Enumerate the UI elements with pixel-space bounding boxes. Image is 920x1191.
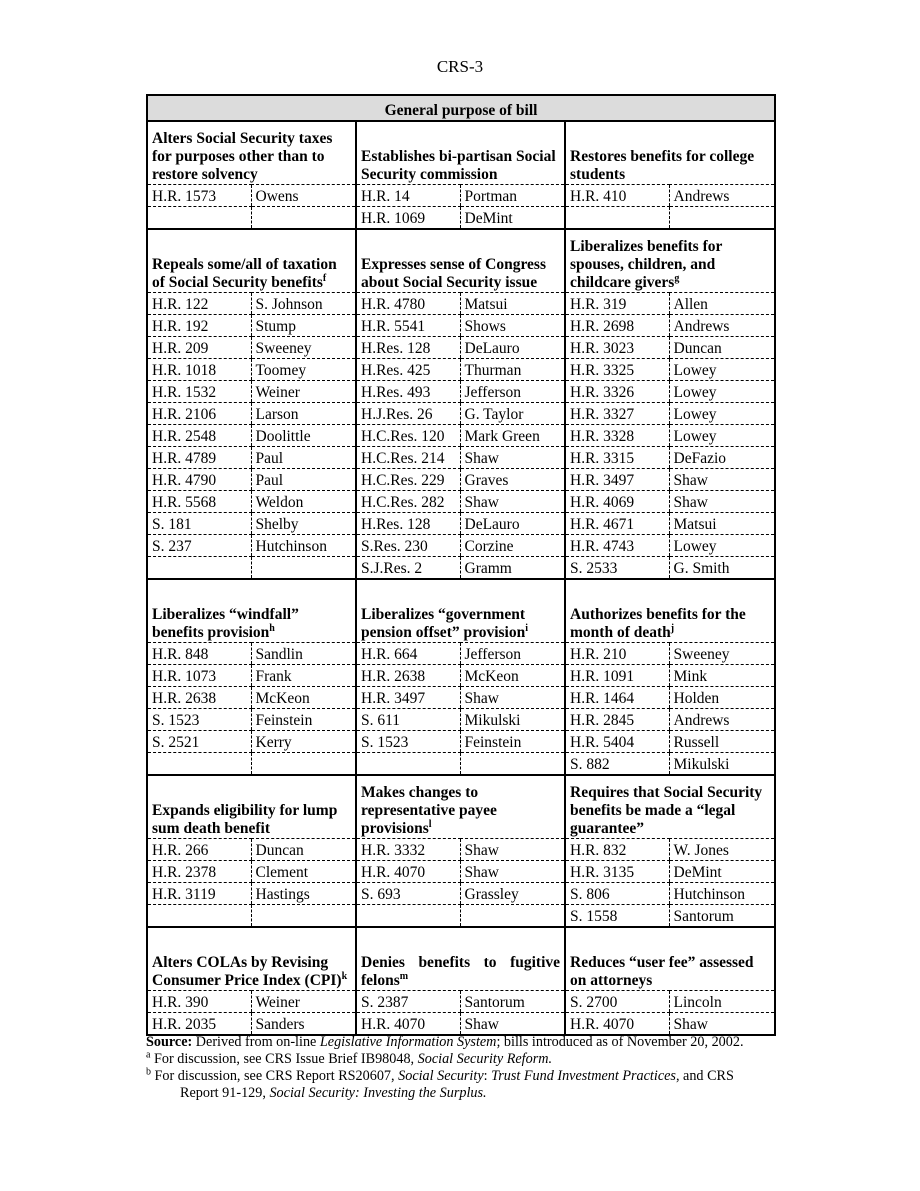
bill-number: H.C.Res. 282 [356, 491, 460, 513]
table-row [147, 709, 775, 731]
sponsor: Mark Green [460, 425, 565, 447]
sponsor: Frank [251, 665, 356, 687]
sponsor: W. Jones [669, 839, 775, 861]
bill-number: H.R. 3325 [565, 359, 669, 381]
bill-number: H.R. 1069 [356, 207, 460, 230]
sponsor [460, 905, 565, 928]
footnote-mark: b [146, 1066, 151, 1078]
footnote-text: Social Security [398, 1068, 484, 1084]
category-heading [356, 229, 565, 293]
sponsor: Shaw [669, 491, 775, 513]
bill-number: S. 1523 [147, 709, 251, 731]
table-title: General purpose of bill [147, 95, 775, 121]
bill-number: H.R. 4070 [356, 861, 460, 883]
sponsor: G. Smith [669, 557, 775, 580]
table-row [147, 185, 775, 207]
category-title: Reduces “user fee” assessed on attorneys [570, 954, 754, 989]
source-note [146, 1034, 776, 1051]
sponsor: Kerry [251, 731, 356, 753]
category-title: Alters COLAs by Revising Consumer Price Index (CPI) [152, 954, 342, 989]
bill-number [147, 207, 251, 230]
table-row [147, 557, 775, 580]
sponsor: Corzine [460, 535, 565, 557]
sponsor: Jefferson [460, 643, 565, 665]
category-heading [356, 121, 565, 185]
bill-number: H.R. 14 [356, 185, 460, 207]
bill-number: H.R. 4671 [565, 513, 669, 535]
sponsor: Graves [460, 469, 565, 491]
table-row [147, 337, 775, 359]
category-title: Expresses sense of Congress about Social Security issue [361, 256, 547, 291]
source-text-after: ; bills introduced as of November 20, 2002. [496, 1034, 744, 1050]
group-header-row [147, 579, 775, 643]
bill-number: S.Res. 230 [356, 535, 460, 557]
sponsor: S. Johnson [251, 293, 356, 315]
category-heading [356, 775, 565, 839]
bill-number: H.R. 2638 [356, 665, 460, 687]
sponsor: Shaw [669, 469, 775, 491]
bill-number: H.R. 5404 [565, 731, 669, 753]
sponsor: Lowey [669, 425, 775, 447]
table-row [147, 447, 775, 469]
bill-number: S. 806 [565, 883, 669, 905]
source-label: Source: [146, 1034, 193, 1050]
bill-number: H.R. 5541 [356, 315, 460, 337]
bill-number: H.R. 1532 [147, 381, 251, 403]
table-row [147, 861, 775, 883]
sponsor: Matsui [669, 513, 775, 535]
footnote-marker: m [399, 970, 409, 982]
sponsor [251, 207, 356, 230]
sponsor: Mikulski [669, 753, 775, 776]
sponsor: Doolittle [251, 425, 356, 447]
bill-number: H.R. 3315 [565, 447, 669, 469]
bill-number: H.R. 2698 [565, 315, 669, 337]
table-row [147, 293, 775, 315]
sponsor: Mink [669, 665, 775, 687]
sponsor [460, 753, 565, 776]
category-heading [147, 927, 356, 991]
footnote-text: Social Security: Investing the Surplus. [269, 1085, 487, 1101]
bill-number: H.R. 3332 [356, 839, 460, 861]
sponsor: Lincoln [669, 991, 775, 1013]
sponsor: Lowey [669, 535, 775, 557]
sponsor: Andrews [669, 315, 775, 337]
bill-number: H.R. 122 [147, 293, 251, 315]
bill-number: H.R. 1018 [147, 359, 251, 381]
table-row [147, 315, 775, 337]
bill-number: H.R. 832 [565, 839, 669, 861]
sponsor: DeFazio [669, 447, 775, 469]
category-heading [356, 579, 565, 643]
sponsor: Gramm [460, 557, 565, 580]
sponsor: Weiner [251, 991, 356, 1013]
sponsor: DeMint [669, 861, 775, 883]
category-heading [565, 927, 775, 991]
sponsor: Weiner [251, 381, 356, 403]
bill-number [356, 905, 460, 928]
bill-number: S. 693 [356, 883, 460, 905]
sponsor: DeMint [460, 207, 565, 230]
bill-number: H.R. 266 [147, 839, 251, 861]
category-title: Liberalizes benefits for spouses, children, and childcare givers [570, 238, 723, 291]
bill-number: H.J.Res. 26 [356, 403, 460, 425]
bill-number: H.R. 1073 [147, 665, 251, 687]
bill-number [356, 753, 460, 776]
bill-number: H.R. 390 [147, 991, 251, 1013]
group-header-row [147, 229, 775, 293]
sponsor: Portman [460, 185, 565, 207]
sponsor: Hastings [251, 883, 356, 905]
table-row [147, 883, 775, 905]
footnote-mark: a [146, 1049, 151, 1061]
table-row [147, 753, 775, 776]
sponsor: Santorum [460, 991, 565, 1013]
group-header-row [147, 927, 775, 991]
group-header-row [147, 121, 775, 185]
footnote-marker: j [670, 622, 675, 634]
sponsor: Larson [251, 403, 356, 425]
sponsor [251, 557, 356, 580]
category-title: Denies benefits to fugitive felons [361, 954, 560, 989]
table-row [147, 1013, 775, 1036]
footnote-text: Trust Fund Investment Practices [491, 1068, 676, 1084]
bill-number: H.R. 1091 [565, 665, 669, 687]
table-row [147, 535, 775, 557]
group-header-row [147, 775, 775, 839]
bill-number: H.R. 2378 [147, 861, 251, 883]
category-heading [565, 579, 775, 643]
bill-number: S. 181 [147, 513, 251, 535]
table-row [147, 991, 775, 1013]
sponsor: Shaw [460, 839, 565, 861]
category-heading [147, 121, 356, 185]
bill-number: H.R. 3135 [565, 861, 669, 883]
footnote-marker: i [525, 622, 528, 634]
footnote-text: , and CRS Report 91-129, [180, 1068, 734, 1101]
bill-number [147, 905, 251, 928]
bill-number: S. 1523 [356, 731, 460, 753]
sponsor: Grassley [460, 883, 565, 905]
table-row [147, 469, 775, 491]
sponsor: Shaw [460, 491, 565, 513]
table-row [147, 839, 775, 861]
sponsor [251, 753, 356, 776]
bill-number: H.R. 210 [565, 643, 669, 665]
sponsor: Feinstein [251, 709, 356, 731]
sponsor: Paul [251, 447, 356, 469]
bill-number: H.R. 2548 [147, 425, 251, 447]
sponsor: Duncan [251, 839, 356, 861]
sponsor: Shelby [251, 513, 356, 535]
bill-number: S. 2387 [356, 991, 460, 1013]
bill-number: H.Res. 493 [356, 381, 460, 403]
footnote [146, 1068, 776, 1102]
category-heading [356, 927, 565, 991]
sponsor [251, 905, 356, 928]
sponsor: Sandlin [251, 643, 356, 665]
sponsor: G. Taylor [460, 403, 565, 425]
bill-number: H.Res. 128 [356, 337, 460, 359]
table-row [147, 905, 775, 928]
category-title: Restores benefits for college students [570, 148, 755, 183]
sponsor: Matsui [460, 293, 565, 315]
bill-number: H.R. 3497 [356, 687, 460, 709]
category-title: Establishes bi-partisan Social Security commission [361, 148, 556, 183]
sponsor: Paul [251, 469, 356, 491]
sponsor: McKeon [460, 665, 565, 687]
bill-number: H.R. 3023 [565, 337, 669, 359]
sponsor: Andrews [669, 709, 775, 731]
sponsor: Mikulski [460, 709, 565, 731]
sponsor: Sweeney [669, 643, 775, 665]
footnote-marker: f [322, 272, 327, 284]
category-title: Liberalizes “government pension offset” provision [361, 606, 526, 641]
category-title: Expands eligibility for lump sum death benefit [152, 802, 338, 837]
category-title: Authorizes benefits for the month of death [570, 606, 746, 641]
bill-number: S. 237 [147, 535, 251, 557]
bill-number: H.R. 3119 [147, 883, 251, 905]
category-title: Liberalizes “windfall” benefits provision [152, 606, 299, 641]
bill-number: H.R. 3327 [565, 403, 669, 425]
category-heading [147, 775, 356, 839]
sponsor: Clement [251, 861, 356, 883]
category-heading [147, 579, 356, 643]
footnote-text: For discussion, see CRS Issue Brief IB98048, [154, 1051, 418, 1067]
table-row [147, 513, 775, 535]
bill-number [565, 207, 669, 230]
bill-number: H.R. 410 [565, 185, 669, 207]
sponsor: Lowey [669, 359, 775, 381]
bill-number: S. 1558 [565, 905, 669, 928]
category-heading [565, 775, 775, 839]
bill-number: H.R. 2035 [147, 1013, 251, 1036]
sponsor: Weldon [251, 491, 356, 513]
bill-number: H.R. 664 [356, 643, 460, 665]
sponsor: Santorum [669, 905, 775, 928]
category-heading [147, 229, 356, 293]
table-row [147, 687, 775, 709]
bill-number: H.R. 4070 [356, 1013, 460, 1036]
sponsor: Owens [251, 185, 356, 207]
bills-table [146, 94, 776, 1036]
notes [146, 1034, 776, 1102]
sponsor: Toomey [251, 359, 356, 381]
table-row [147, 381, 775, 403]
sponsor: Hutchinson [669, 883, 775, 905]
sponsor: Jefferson [460, 381, 565, 403]
sponsor: Shows [460, 315, 565, 337]
category-title: Requires that Social Security benefits be made a “legal guarantee” [570, 784, 763, 837]
table-row [147, 643, 775, 665]
sponsor: Russell [669, 731, 775, 753]
bill-number: H.R. 2845 [565, 709, 669, 731]
bill-number: H.R. 209 [147, 337, 251, 359]
bill-number: H.C.Res. 229 [356, 469, 460, 491]
bill-number: S.J.Res. 2 [356, 557, 460, 580]
table-row [147, 491, 775, 513]
sponsor: Shaw [460, 861, 565, 883]
footnotes [146, 1051, 776, 1102]
category-title: Repeals some/all of taxation of Social Security benefits [152, 256, 337, 291]
table-row [147, 359, 775, 381]
footnote-marker: k [341, 970, 348, 982]
bill-number: H.R. 2106 [147, 403, 251, 425]
page-header: CRS-3 [436, 57, 484, 76]
sponsor: Feinstein [460, 731, 565, 753]
footnote-text: Social Security Reform. [417, 1051, 553, 1067]
sponsor: Holden [669, 687, 775, 709]
bill-number: H.C.Res. 214 [356, 447, 460, 469]
bill-number: H.R. 3497 [565, 469, 669, 491]
source-italic: Legislative Information System [319, 1034, 497, 1050]
sponsor: Andrews [669, 185, 775, 207]
bill-number: H.R. 2638 [147, 687, 251, 709]
sponsor: Shaw [460, 1013, 565, 1036]
bill-number: H.Res. 128 [356, 513, 460, 535]
bill-number: H.R. 4069 [565, 491, 669, 513]
bill-number: H.R. 3328 [565, 425, 669, 447]
bill-number: H.R. 192 [147, 315, 251, 337]
sponsor: Sanders [251, 1013, 356, 1036]
sponsor: Sweeney [251, 337, 356, 359]
sponsor: Hutchinson [251, 535, 356, 557]
sponsor: Lowey [669, 381, 775, 403]
sponsor [669, 207, 775, 230]
table-row [147, 731, 775, 753]
bill-number: H.R. 4789 [147, 447, 251, 469]
category-heading [565, 121, 775, 185]
bill-number [147, 557, 251, 580]
bill-number: S. 882 [565, 753, 669, 776]
bill-number: H.R. 4790 [147, 469, 251, 491]
sponsor: Shaw [460, 447, 565, 469]
footnote [146, 1051, 776, 1068]
bill-number: H.R. 1464 [565, 687, 669, 709]
bill-number: H.R. 319 [565, 293, 669, 315]
bill-number: S. 2700 [565, 991, 669, 1013]
footnote-text: For discussion, see CRS Report RS20607, [154, 1068, 399, 1084]
sponsor: McKeon [251, 687, 356, 709]
bill-number: H.R. 3326 [565, 381, 669, 403]
bill-number: H.Res. 425 [356, 359, 460, 381]
category-heading [565, 229, 775, 293]
table-row [147, 207, 775, 230]
source-text-before: Derived from on-line [195, 1034, 320, 1050]
bill-number: S. 2533 [565, 557, 669, 580]
footnote-marker: h [269, 622, 275, 634]
table-row [147, 425, 775, 447]
sponsor: Thurman [460, 359, 565, 381]
bill-number: S. 2521 [147, 731, 251, 753]
bill-number: H.R. 4780 [356, 293, 460, 315]
footnote-text: : [483, 1068, 492, 1084]
category-title: Makes changes to representative payee provisions [361, 784, 497, 837]
bill-number: H.R. 848 [147, 643, 251, 665]
bill-number: S. 611 [356, 709, 460, 731]
sponsor: DeLauro [460, 513, 565, 535]
table-row [147, 403, 775, 425]
footnote-marker: g [674, 272, 680, 284]
bill-number: H.R. 4070 [565, 1013, 669, 1036]
bill-number: H.R. 5568 [147, 491, 251, 513]
sponsor: Lowey [669, 403, 775, 425]
table-row [147, 665, 775, 687]
sponsor: DeLauro [460, 337, 565, 359]
bill-number [147, 753, 251, 776]
bill-number: H.R. 1573 [147, 185, 251, 207]
sponsor: Shaw [669, 1013, 775, 1036]
sponsor: Shaw [460, 687, 565, 709]
bill-number: H.R. 4743 [565, 535, 669, 557]
sponsor: Allen [669, 293, 775, 315]
sponsor: Stump [251, 315, 356, 337]
footnote-marker: l [428, 818, 432, 830]
bill-number: H.C.Res. 120 [356, 425, 460, 447]
sponsor: Duncan [669, 337, 775, 359]
category-title: Alters Social Security taxes for purposes other than to restore solvency [152, 130, 333, 183]
